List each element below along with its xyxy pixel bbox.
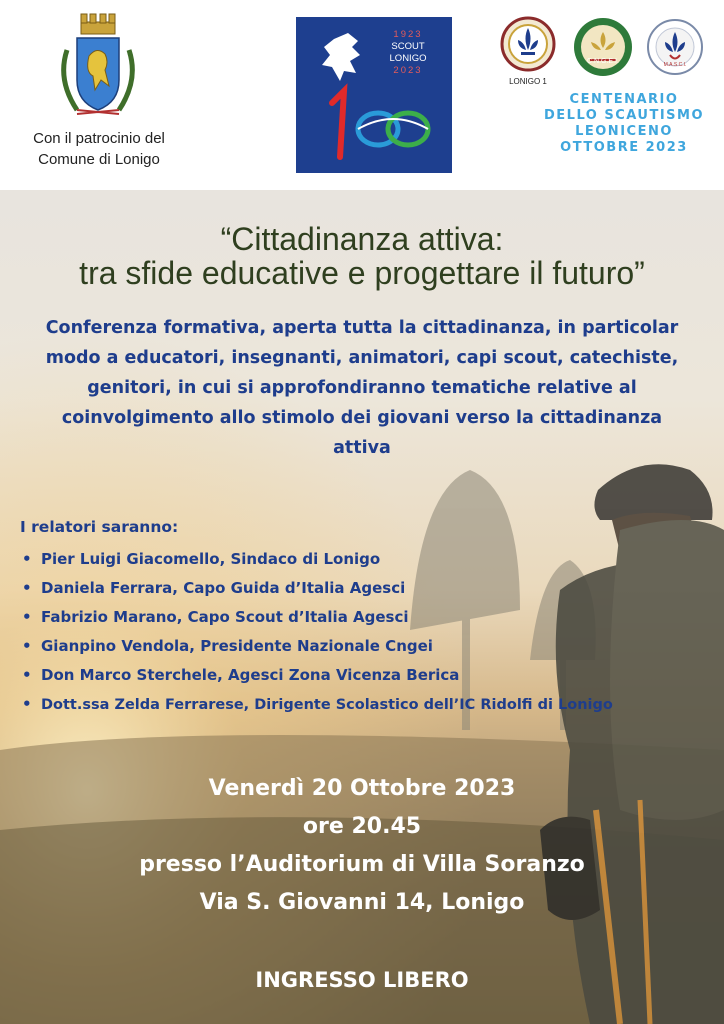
event-time: ore 20.45 bbox=[302, 814, 422, 839]
fleur-de-lis-icon bbox=[500, 16, 556, 72]
badge-cngei bbox=[572, 16, 634, 78]
speaker-text: Don Marco Sterchele, Agesci Zona Vicenza Berica bbox=[41, 666, 460, 684]
badge-3-label: M.A.S.C.I. bbox=[663, 62, 687, 68]
logo-year-1923: 1923 bbox=[393, 29, 423, 40]
bullet-icon: • bbox=[22, 695, 32, 713]
logo-lonigo-text: LONIGO bbox=[389, 53, 427, 64]
bullet-icon: • bbox=[22, 608, 32, 626]
speaker-item bbox=[20, 545, 613, 574]
speaker-item bbox=[20, 690, 613, 719]
header-band bbox=[0, 0, 724, 190]
centenary-line-4: OTTOBRE 2023 bbox=[560, 140, 688, 155]
bullet-icon: • bbox=[22, 637, 32, 655]
patronage-line-2: Comune di Lonigo bbox=[38, 151, 160, 168]
speaker-item bbox=[20, 603, 613, 632]
speakers-list bbox=[20, 545, 613, 719]
trefoil-icon bbox=[572, 16, 634, 78]
lonigo-coat-of-arms-icon bbox=[55, 10, 141, 122]
event-title-line-1: “Cittadinanza attiva: bbox=[220, 221, 504, 257]
event-date: Venerdì 20 Ottobre 2023 bbox=[208, 776, 516, 801]
event-title-line-2: tra sfide educative e progettare il futuro” bbox=[79, 255, 645, 291]
patronage-line-1: Con il patrocinio del bbox=[33, 130, 165, 147]
free-admission-label: INGRESSO LIBERO bbox=[255, 968, 469, 992]
bullet-icon: • bbox=[22, 666, 32, 684]
centenary-title bbox=[530, 92, 718, 156]
patronage-text bbox=[16, 128, 182, 170]
logo-year-2023: 2023 bbox=[393, 65, 423, 76]
speaker-item bbox=[20, 632, 613, 661]
centenary-line-1: CENTENARIO bbox=[569, 92, 679, 107]
event-details bbox=[0, 770, 724, 922]
bullet-icon: • bbox=[22, 579, 32, 597]
speaker-item bbox=[20, 574, 613, 603]
badge-masci bbox=[646, 18, 704, 76]
centenary-line-3: LEONICENO bbox=[575, 124, 673, 139]
speaker-text: Daniela Ferrara, Capo Guida d’Italia Agesci bbox=[41, 579, 406, 597]
scout-lonigo-100-logo bbox=[296, 17, 452, 173]
event-title bbox=[0, 222, 724, 290]
bullet-icon: • bbox=[22, 550, 32, 568]
speaker-text: Dott.ssa Zelda Ferrarese, Dirigente Scolastico dell’IC Ridolfi di Lonigo bbox=[41, 697, 613, 713]
badge-lonigo-1 bbox=[500, 16, 556, 88]
centenary-line-2: DELLO SCAUTISMO bbox=[543, 108, 705, 123]
logo-scout-text: SCOUT bbox=[391, 41, 425, 52]
speaker-text: Fabrizio Marano, Capo Scout d’Italia Agesci bbox=[41, 608, 409, 626]
speaker-text: Pier Luigi Giacomello, Sindaco di Lonigo bbox=[41, 550, 381, 568]
event-address: Via S. Giovanni 14, Lonigo bbox=[199, 890, 525, 915]
badge-2-label: C.N.G.E.I. bbox=[587, 58, 619, 65]
speakers-heading: I relatori saranno: bbox=[20, 518, 179, 536]
speaker-text: Gianpino Vendola, Presidente Nazionale Cngei bbox=[41, 637, 433, 655]
event-description: Conferenza formativa, aperta tutta la cittadinanza, in particolar modo a educatori, insegnanti, animatori, capi scout, catechiste, genitori, in cui si approfondiranno tematiche relative al coinvolgimento allo stimolo dei giovani verso la cittadinanza attiva bbox=[45, 318, 679, 458]
event-venue: presso l’Auditorium di Villa Soranzo bbox=[139, 852, 585, 877]
speaker-item bbox=[20, 661, 613, 690]
badge-1-label: LONIGO 1 bbox=[509, 77, 547, 86]
